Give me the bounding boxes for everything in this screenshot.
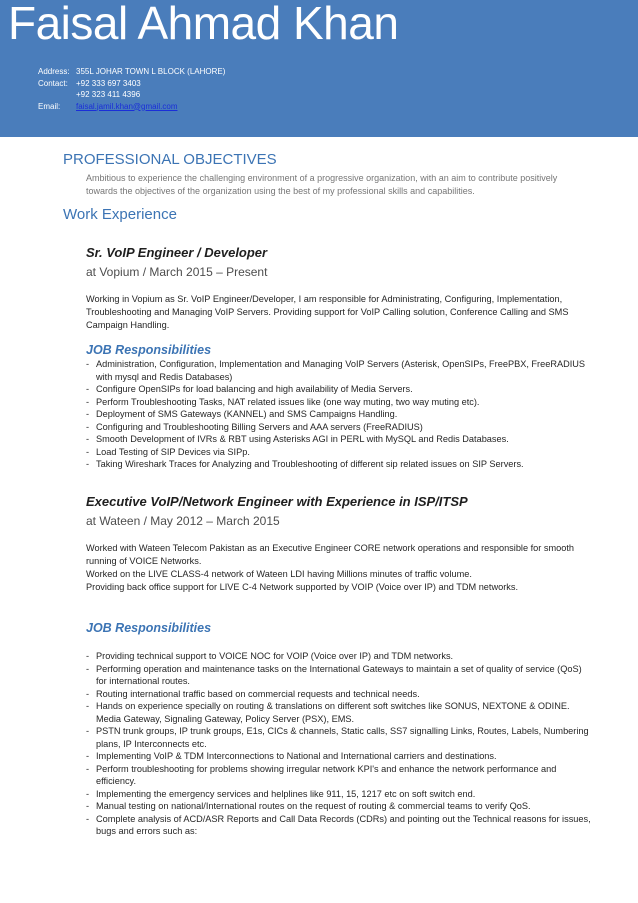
list-item: - Configuring and Troubleshooting Billing Servers and AAA servers (FreeRADIUS) (86, 421, 423, 432)
job-paragraph: Worked with Wateen Telecom Pakistan as an Executive Engineer CORE network operations and responsible for smooth running of VOICE Networks. (86, 543, 575, 566)
responsibilities-list-2 (86, 650, 592, 838)
header-banner (0, 0, 638, 137)
candidate-name: Faisal Ahmad Khan (8, 0, 399, 49)
email-label: Email: (38, 101, 61, 111)
work-experience-heading: Work Experience (63, 206, 177, 223)
list-item: - Smooth Development of IVRs & RBT using Asterisks AGI in PERL with MySQL and Redis Databases. (86, 434, 509, 444)
job-description-2 (86, 542, 586, 594)
phone-2: +92 323 411 4396 (76, 90, 141, 99)
job-description-1: Working in Vopium as Sr. VoIP Engineer/Developer, I am responsible for Administrating, Configuring, Implementation, Troubleshooting and Managing VoIP Servers. Providing support for VoIP Calling solution, Conference Calling and SMS Campaign Handling. (86, 294, 569, 330)
contact-label: Contact: (38, 78, 68, 88)
list-item: - Complete analysis of ACD/ASR Reports and Call Data Records (CDRs) and pointing out the Technical reasons for issues, bugs and errors such as: (86, 813, 591, 836)
job-title-1: Sr. VoIP Engineer / Developer (86, 245, 268, 260)
email-link[interactable]: faisal.jamil.khan@gmail.com (76, 101, 178, 111)
job-paragraph: Worked on the LIVE CLASS-4 network of Wateen LDI having Millions minutes of traffic volume. (86, 569, 472, 579)
list-item: - Administration, Configuration, Implementation and Managing VoIP Servers (Asterisk, OpenSIPs, FreePBX, FreeRADIUS with mysql and Redis Databases) (86, 359, 586, 382)
list-item: - Providing technical support to VOICE NOC for VOIP (Voice over IP) and TDM networks. (86, 651, 454, 661)
contact-block (38, 66, 225, 112)
address-value: 355L JOHAR TOWN L BLOCK (LAHORE) (76, 67, 226, 76)
list-item: - Routing international traffic based on commercial requests and technical needs. (86, 688, 420, 699)
objectives-text: Ambitious to experience the challenging environment of a progressive organization, with an aim to contribute positively towards the objectives of the organization using the best of my professional skills and capabilities. (86, 173, 558, 196)
job-subtitle-2: at Wateen / May 2012 – March 2015 (86, 514, 280, 528)
objectives-heading: PROFESSIONAL OBJECTIVES (63, 151, 277, 168)
list-item: - Configure OpenSIPs for load balancing and high availability of Media Servers. (86, 384, 413, 394)
job-title-2: Executive VoIP/Network Engineer with Experience in ISP/ITSP (86, 494, 468, 509)
list-item: - Manual testing on national/International routes on the request of routing & commercial teams to verify QoS. (86, 801, 531, 811)
list-item: Media Gateway, Signaling Gateway, Policy Server (PSX), EMS. (96, 713, 355, 724)
list-item: - Implementing the emergency services and helplines like 911, 15, 1217 etc on soft switch end. (86, 788, 476, 799)
list-item: - Load Testing of SIP Devices via SIPp. (86, 446, 250, 457)
job-subtitle-1: at Vopium / March 2015 – Present (86, 265, 268, 279)
list-item: - Performing operation and maintenance tasks on the International Gateways to maintain a set of quality of service (QoS) for international routes. (86, 663, 582, 686)
responsibilities-list-1 (86, 358, 592, 471)
job-paragraph: Providing back office support for LIVE C-4 Network supported by VOIP (Voice over IP) and TDM networks. (86, 582, 519, 592)
list-item: - Taking Wireshark Traces for Analyzing and Troubleshooting of different sip related issues on SIP Servers. (86, 459, 524, 469)
responsibilities-heading-2: JOB Responsibilities (86, 621, 212, 635)
list-item: - Perform Troubleshooting Tasks, NAT related issues like (one way muting, two way muting etc). (86, 396, 480, 407)
list-item: - Implementing VoIP & TDM Interconnections to National and International carriers and destinations. (86, 751, 497, 761)
address-label: Address: (38, 67, 70, 76)
list-item: - Deployment of SMS Gateways (KANNEL) and SMS Campaigns Handling. (86, 409, 398, 419)
list-item: - Perform troubleshooting for problems showing irregular network KPI's and enhance the network performance and efficiency. (86, 763, 557, 786)
responsibilities-heading-1: JOB Responsibilities (86, 343, 212, 357)
list-item: - Hands on experience specially on routing & translations on different soft switches like SONUS, NEXTONE & ODINE. (86, 701, 570, 711)
phone-1: +92 333 697 3403 (76, 78, 141, 88)
list-item: - PSTN trunk groups, IP trunk groups, E1s, CICs & channels, Static calls, SS7 signalling Links, Routes, Labels, Numbering plans, IP Interconnects etc. (86, 726, 589, 749)
